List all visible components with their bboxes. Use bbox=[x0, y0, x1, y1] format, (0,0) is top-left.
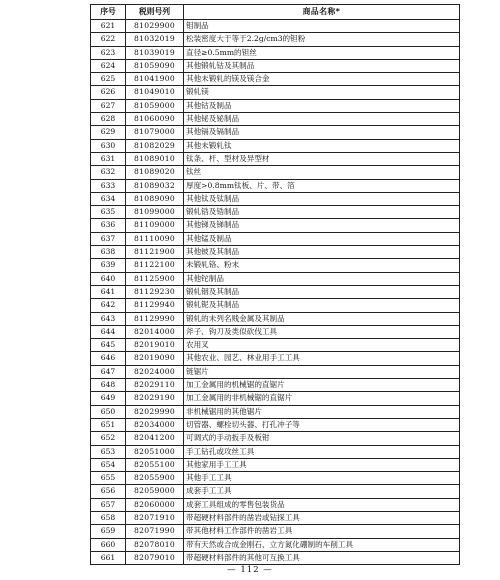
table-row bbox=[91, 538, 460, 551]
table-row bbox=[91, 485, 460, 498]
row-name: 其他手工工具 bbox=[184, 472, 460, 485]
row-seq: 661 bbox=[91, 551, 126, 564]
row-code: 82014000 bbox=[126, 325, 184, 338]
row-name: 其他钛及钛制品 bbox=[184, 192, 460, 205]
table-row bbox=[91, 392, 460, 405]
row-name: 其他铍及其制品 bbox=[184, 246, 460, 259]
row-code: 81059090 bbox=[126, 59, 184, 72]
row-code: 82041200 bbox=[126, 432, 184, 445]
row-name: 其他锻轧钴及其制品 bbox=[184, 59, 460, 72]
row-seq: 626 bbox=[91, 86, 126, 99]
table-row bbox=[91, 179, 460, 192]
row-name: 带超硬材料部件的其他可互换工具 bbox=[184, 551, 460, 564]
row-code: 82055900 bbox=[126, 472, 184, 485]
table-row bbox=[91, 312, 460, 325]
table-row bbox=[91, 498, 460, 511]
header-name: 商品名称* bbox=[184, 5, 460, 20]
row-name: 未锻轧铬、粉末 bbox=[184, 259, 460, 272]
row-seq: 655 bbox=[91, 472, 126, 485]
row-seq: 640 bbox=[91, 272, 126, 285]
table-row bbox=[91, 192, 460, 205]
table-row bbox=[91, 206, 460, 219]
row-name: 其他锑及锑制品 bbox=[184, 219, 460, 232]
page-number: — 112 — bbox=[227, 565, 273, 575]
table-row bbox=[91, 339, 460, 352]
table-row bbox=[91, 166, 460, 179]
row-code: 81129230 bbox=[126, 285, 184, 298]
table-row bbox=[91, 365, 460, 378]
row-name: 手工钻孔或攻丝工具 bbox=[184, 445, 460, 458]
row-name: 其他锰及制品 bbox=[184, 232, 460, 245]
row-seq: 621 bbox=[91, 20, 126, 33]
table-row bbox=[91, 272, 460, 285]
table-row bbox=[91, 405, 460, 418]
table-row bbox=[91, 299, 460, 312]
table-row bbox=[91, 59, 460, 72]
row-seq: 649 bbox=[91, 392, 126, 405]
table-row bbox=[91, 246, 460, 259]
row-seq: 646 bbox=[91, 352, 126, 365]
header-code: 税则号列 bbox=[126, 5, 184, 20]
row-code: 81082029 bbox=[126, 139, 184, 152]
row-seq: 635 bbox=[91, 206, 126, 219]
row-code: 82024000 bbox=[126, 365, 184, 378]
row-name: 钛丝 bbox=[184, 166, 460, 179]
row-code: 81121900 bbox=[126, 246, 184, 259]
row-seq: 660 bbox=[91, 538, 126, 551]
commodity-table bbox=[90, 4, 460, 565]
row-name: 加工金属用的非机械锯的直锯片 bbox=[184, 392, 460, 405]
table-row bbox=[91, 152, 460, 165]
row-code: 81032019 bbox=[126, 33, 184, 46]
row-seq: 637 bbox=[91, 232, 126, 245]
row-name: 带有天然或合成金刚石、立方氮化硼制的车削工具 bbox=[184, 538, 460, 551]
table-row bbox=[91, 418, 460, 431]
table-row bbox=[91, 219, 460, 232]
table-row bbox=[91, 126, 460, 139]
row-name: 钛条、杆、型材及异型材 bbox=[184, 152, 460, 165]
row-code: 81129940 bbox=[126, 299, 184, 312]
row-seq: 653 bbox=[91, 445, 126, 458]
row-code: 81122100 bbox=[126, 259, 184, 272]
row-code: 81049010 bbox=[126, 86, 184, 99]
row-name: 其他未锻轧钛 bbox=[184, 139, 460, 152]
row-code: 81089090 bbox=[126, 192, 184, 205]
table-row bbox=[91, 113, 460, 126]
row-seq: 658 bbox=[91, 511, 126, 524]
row-name: 锻轧铟及其制品 bbox=[184, 285, 460, 298]
row-code: 82079010 bbox=[126, 551, 184, 564]
row-name: 链锯片 bbox=[184, 365, 460, 378]
row-code: 82019090 bbox=[126, 352, 184, 365]
row-name: 非机械锯用的其他锯片 bbox=[184, 405, 460, 418]
row-code: 82019010 bbox=[126, 339, 184, 352]
row-code: 82029190 bbox=[126, 392, 184, 405]
table-row bbox=[91, 139, 460, 152]
table-row bbox=[91, 86, 460, 99]
row-code: 81089032 bbox=[126, 179, 184, 192]
table-row bbox=[91, 232, 460, 245]
table-row bbox=[91, 99, 460, 112]
row-code: 81041900 bbox=[126, 73, 184, 86]
row-name: 锻轧镁 bbox=[184, 86, 460, 99]
row-code: 81089020 bbox=[126, 166, 184, 179]
row-name: 其他家用手工工具 bbox=[184, 458, 460, 471]
table-row bbox=[91, 20, 460, 33]
table-row bbox=[91, 432, 460, 445]
row-code: 81059000 bbox=[126, 99, 184, 112]
row-code: 81125900 bbox=[126, 272, 184, 285]
row-code: 81029900 bbox=[126, 20, 184, 33]
row-code: 82055100 bbox=[126, 458, 184, 471]
row-code: 81109000 bbox=[126, 219, 184, 232]
row-seq: 656 bbox=[91, 485, 126, 498]
row-code: 82059000 bbox=[126, 485, 184, 498]
row-seq: 636 bbox=[91, 219, 126, 232]
row-seq: 645 bbox=[91, 339, 126, 352]
row-seq: 629 bbox=[91, 126, 126, 139]
row-seq: 634 bbox=[91, 192, 126, 205]
row-code: 81089010 bbox=[126, 152, 184, 165]
row-name: 其他铊制品 bbox=[184, 272, 460, 285]
row-name: 钼制品 bbox=[184, 20, 460, 33]
row-name: 切管器、螺栓切头器、打孔冲子等 bbox=[184, 418, 460, 431]
header-seq: 序号 bbox=[91, 5, 126, 20]
row-code: 81039019 bbox=[126, 46, 184, 59]
row-name: 带超硬材料部件的凿岩或钻探工具 bbox=[184, 511, 460, 524]
row-name: 厚度>0.8mm钛板、片、带、箔 bbox=[184, 179, 460, 192]
table-row bbox=[91, 46, 460, 59]
row-name: 锻轧铌及其制品 bbox=[184, 299, 460, 312]
row-code: 81079000 bbox=[126, 126, 184, 139]
table-row bbox=[91, 458, 460, 471]
row-seq: 631 bbox=[91, 152, 126, 165]
row-code: 81129990 bbox=[126, 312, 184, 325]
row-seq: 650 bbox=[91, 405, 126, 418]
row-code: 82051000 bbox=[126, 445, 184, 458]
row-code: 81060090 bbox=[126, 113, 184, 126]
row-code: 82029990 bbox=[126, 405, 184, 418]
row-seq: 643 bbox=[91, 312, 126, 325]
table-row bbox=[91, 259, 460, 272]
row-code: 82078010 bbox=[126, 538, 184, 551]
row-name: 其他农业、园艺、林业用手工工具 bbox=[184, 352, 460, 365]
row-seq: 627 bbox=[91, 99, 126, 112]
row-name: 其他镉及镉制品 bbox=[184, 126, 460, 139]
row-seq: 654 bbox=[91, 458, 126, 471]
row-seq: 659 bbox=[91, 525, 126, 538]
table-row bbox=[91, 525, 460, 538]
row-seq: 628 bbox=[91, 113, 126, 126]
row-name: 斧子、钩刀及类似砍伐工具 bbox=[184, 325, 460, 338]
row-seq: 657 bbox=[91, 498, 126, 511]
row-name: 其他钴及制品 bbox=[184, 99, 460, 112]
table-row bbox=[91, 551, 460, 564]
row-seq: 639 bbox=[91, 259, 126, 272]
row-seq: 651 bbox=[91, 418, 126, 431]
row-seq: 623 bbox=[91, 46, 126, 59]
table-row bbox=[91, 472, 460, 485]
row-name: 其他未锻轧的镁及镁合金 bbox=[184, 73, 460, 86]
row-seq: 642 bbox=[91, 299, 126, 312]
row-seq: 630 bbox=[91, 139, 126, 152]
table-row bbox=[91, 285, 460, 298]
row-seq: 622 bbox=[91, 33, 126, 46]
row-code: 82060000 bbox=[126, 498, 184, 511]
row-name: 成套工具组成的零售包装货品 bbox=[184, 498, 460, 511]
table-row bbox=[91, 33, 460, 46]
row-name: 成套手工工具 bbox=[184, 485, 460, 498]
row-code: 82071990 bbox=[126, 525, 184, 538]
row-seq: 638 bbox=[91, 246, 126, 259]
row-seq: 652 bbox=[91, 432, 126, 445]
row-code: 82071910 bbox=[126, 511, 184, 524]
row-name: 其他铋及铋制品 bbox=[184, 113, 460, 126]
row-seq: 625 bbox=[91, 73, 126, 86]
row-name: 锻轧的未列名贱金属及其制品 bbox=[184, 312, 460, 325]
row-seq: 644 bbox=[91, 325, 126, 338]
row-name: 直径≥0.5mm的钽丝 bbox=[184, 46, 460, 59]
row-code: 82034000 bbox=[126, 418, 184, 431]
row-seq: 632 bbox=[91, 166, 126, 179]
table-row bbox=[91, 445, 460, 458]
table-header-row bbox=[91, 5, 460, 20]
row-seq: 633 bbox=[91, 179, 126, 192]
table-body bbox=[91, 20, 460, 565]
row-seq: 641 bbox=[91, 285, 126, 298]
row-name: 农用叉 bbox=[184, 339, 460, 352]
table-row bbox=[91, 511, 460, 524]
table-row bbox=[91, 379, 460, 392]
row-name: 锻轧锆及锆制品 bbox=[184, 206, 460, 219]
table-row bbox=[91, 325, 460, 338]
row-name: 加工金属用的机械锯的直锯片 bbox=[184, 379, 460, 392]
table-row bbox=[91, 352, 460, 365]
row-code: 81110090 bbox=[126, 232, 184, 245]
row-name: 可调式的手动扳手及板钳 bbox=[184, 432, 460, 445]
row-code: 82029110 bbox=[126, 379, 184, 392]
table-row bbox=[91, 73, 460, 86]
row-seq: 624 bbox=[91, 59, 126, 72]
row-name: 带其他材料工作部件的凿岩工具 bbox=[184, 525, 460, 538]
row-name: 松装密度大于等于2.2g/cm3的钽粉 bbox=[184, 33, 460, 46]
row-code: 81099000 bbox=[126, 206, 184, 219]
row-seq: 648 bbox=[91, 379, 126, 392]
row-seq: 647 bbox=[91, 365, 126, 378]
